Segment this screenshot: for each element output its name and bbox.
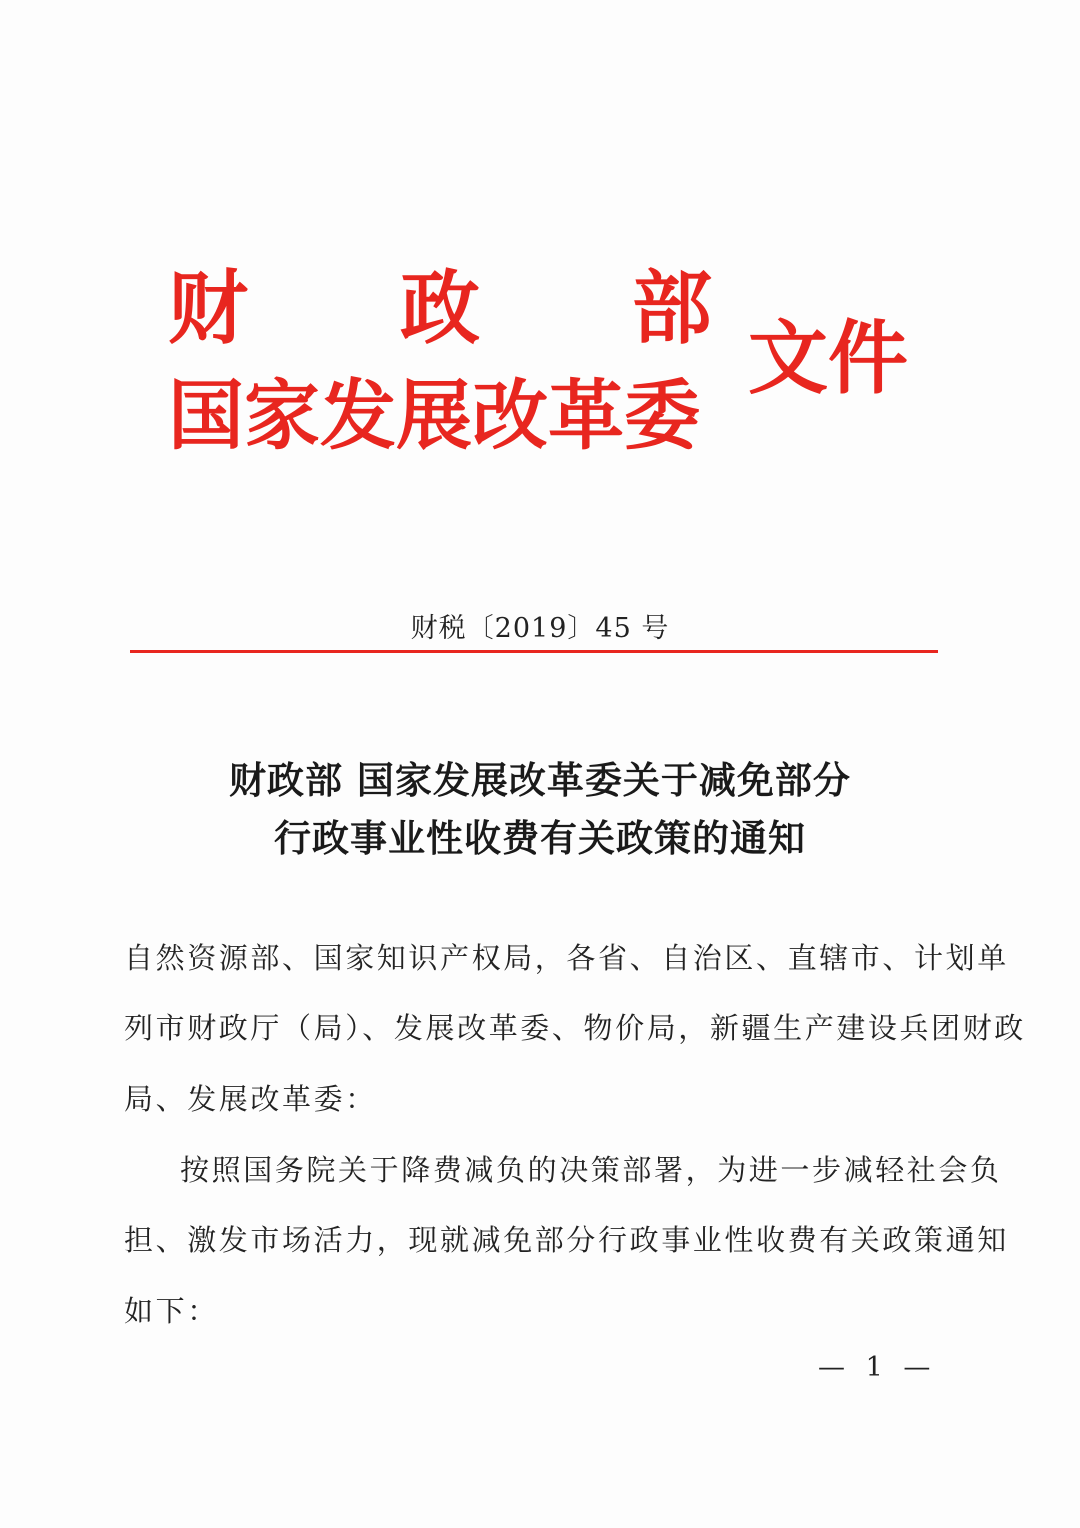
document-title-line-1: 财政部 国家发展改革委关于减免部分 (229, 758, 851, 802)
document-suffix: 文件 (748, 311, 908, 405)
body-line-1: 自然资源部、国家知识产权局，各省、自治区、直辖市、计划单 (124, 941, 1009, 975)
red-separator-line (130, 650, 938, 653)
issuer-mof-char-3: 部 (632, 261, 712, 355)
issuer-mof-char-1: 财 (168, 261, 248, 355)
body-line-4: 按照国务院关于降费减负的决策部署，为进一步减轻社会负 (180, 1153, 1002, 1187)
document-number: 财税〔2019〕45 号 (410, 613, 670, 644)
issuer-ndrc: 国家发展改革委 (168, 371, 700, 460)
issuer-mof-char-2: 政 (400, 261, 480, 355)
document-title-line-2: 行政事业性收费有关政策的通知 (274, 816, 806, 860)
body-line-6: 如下： (124, 1294, 219, 1328)
body-line-2: 列市财政厅（局）、发展改革委、物价局，新疆生产建设兵团财政 (124, 1011, 1026, 1045)
body-line-3: 局、发展改革委： (124, 1082, 377, 1116)
body-line-5: 担、激发市场活力，现就减免部分行政事业性收费有关政策通知 (124, 1223, 1009, 1257)
page-number: — 1 — (818, 1352, 937, 1383)
